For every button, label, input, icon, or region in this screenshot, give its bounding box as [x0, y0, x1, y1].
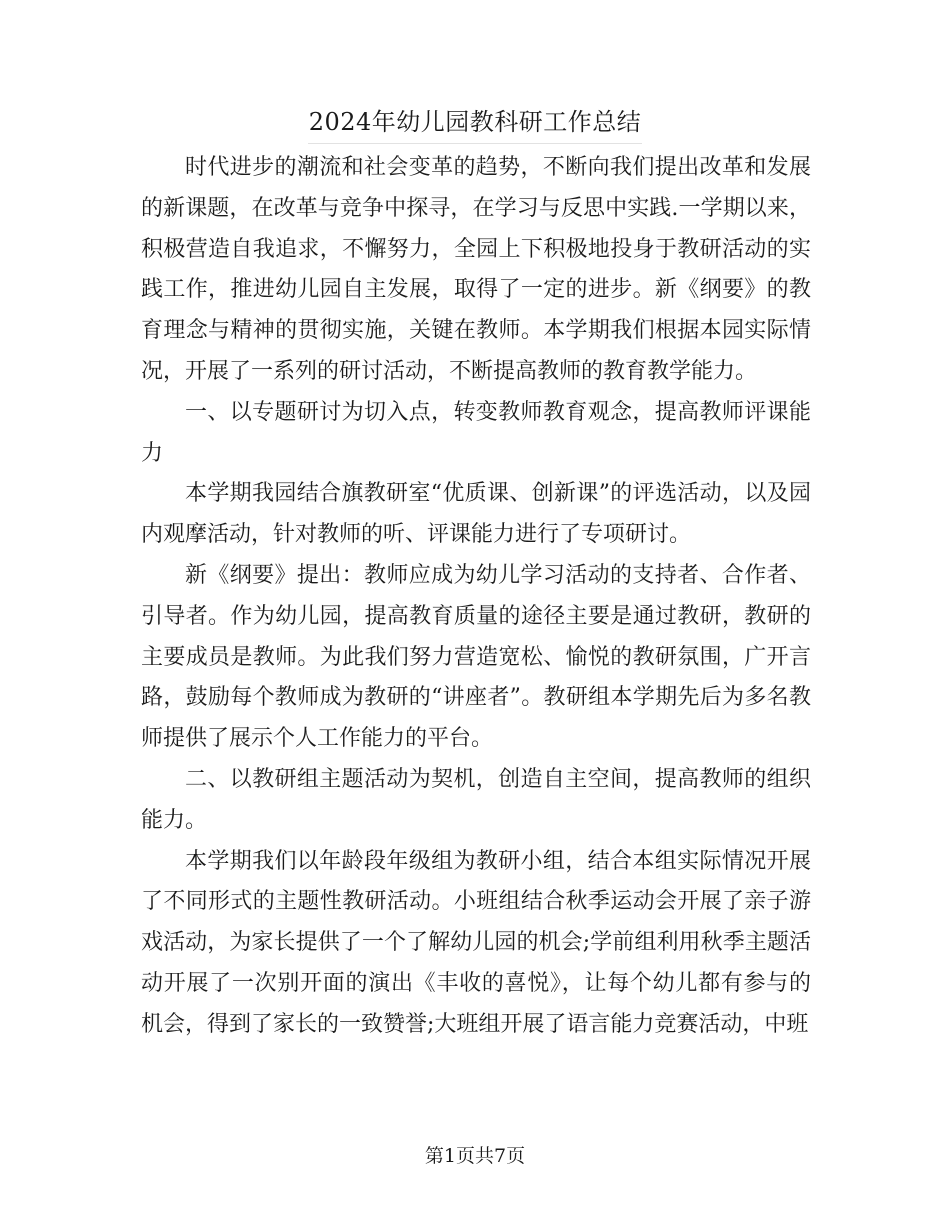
paragraph-3: 本学期我们以年龄段年级组为教研小组，结合本组实际情况开展了不同形式的主题性教研活动。小班组结合秋季运动会开展了亲子游戏活动，为家长提供了一个了解幼儿园的机会;学前组利用秋季主题活动开展了一次别开面的演出《丰收的喜悦》，让每个幼儿都有参与的机会，得到了家长的一致赞誉;大班组开展了语言能力竞赛活动，中班 — [141, 848, 811, 1037]
section-heading-1: 一、以专题研讨为切入点，转变教师教育观念，提高教师评课能力 — [141, 399, 811, 466]
section-heading-2: 二、以教研组主题活动为契机，创造自主空间，提高教师的组织能力。 — [141, 766, 811, 833]
document-title: 2024年幼儿园教科研工作总结 — [308, 108, 642, 136]
title-underline — [308, 143, 642, 144]
paragraph-2: 新《纲要》提出：教师应成为幼儿学习活动的支持者、合作者、引导者。作为幼儿园，提高教育质量的途径主要是通过教研，教研的主要成员是教师。为此我们努力营造宽松、愉悦的教研氛围，广开言路，鼓励每个教师成为教研的“讲座者”。教研组本学期先后为多名教师提供了展示个人工作能力的平台。 — [141, 562, 811, 752]
document-body — [141, 148, 811, 1046]
paragraph-intro: 时代进步的潮流和社会变革的趋势，不断向我们提出改革和发展的新课题，在改革与竞争中探寻，在学习与反思中实践.一学期以来，积极营造自我追求，不懈努力，全园上下积极地投身于教研活动的实践工作，推进幼儿园自主发展，取得了一定的进步。新《纲要》的教育理念与精神的贯彻实施，关键在教师。本学期我们根据本园实际情况，开展了一系列的研讨活动，不断提高教师的教育教学能力。 — [141, 155, 811, 384]
paragraph-1: 本学期我园结合旗教研室“优质课、创新课”的评选活动，以及园内观摩活动，针对教师的听、评课能力进行了专项研讨。 — [141, 481, 811, 548]
page-number: 第1页共7页 — [424, 1145, 526, 1167]
